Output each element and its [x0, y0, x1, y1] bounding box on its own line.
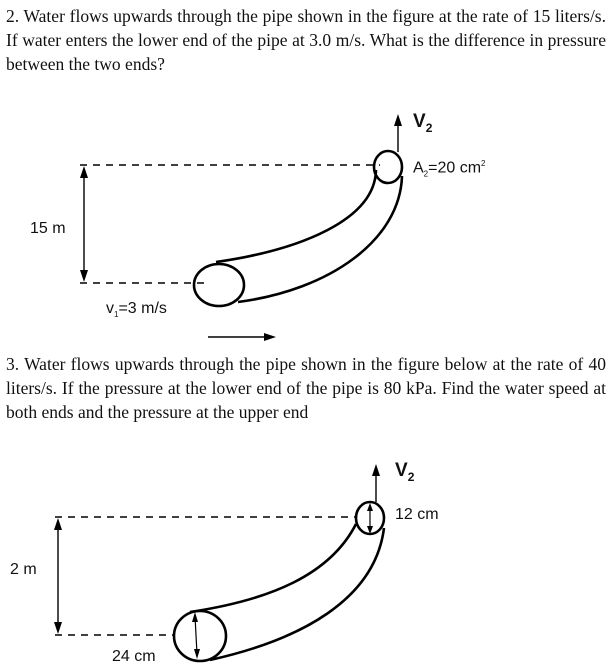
- v2-label-2: $V_2$: [395, 460, 415, 484]
- height-label-15m: 15 m: [30, 220, 66, 237]
- v2-arrowhead-2: [372, 464, 380, 476]
- problem-2-text: 2. Water flows upwards through the pipe shown in the figure at the rate of 15 liters/s. If water enters the lower end of the pipe at 3.0 m/s. What is the difference in pressure between the two ends?: [6, 6, 606, 74]
- height-label-2m: 2 m: [10, 561, 37, 578]
- lower-diameter-label: 24 cm: [112, 648, 156, 665]
- height-arrowhead-down-2: [54, 622, 62, 634]
- height-arrowhead-up-2: [54, 518, 62, 530]
- lower-pipe-opening-2: [174, 611, 226, 661]
- v2-label: $V_2$: [413, 111, 433, 135]
- v1-label: $v_1=3$ m/s: [106, 300, 167, 320]
- problem-3-text: 3. Water flows upwards through the pipe shown in the figure below at the rate of 40 liters/s. If the pressure at the lower end of the pipe is 80 kPa. Find the water speed at both ends and the pressure at the upper end: [6, 354, 606, 422]
- upper-diameter-label: 12 cm: [395, 506, 439, 523]
- pipe-inner-wall-2: [190, 524, 356, 612]
- pipe-outer-wall-2: [210, 528, 384, 660]
- a2-area-label: $A_2=20$ $cm^2$: [413, 159, 486, 179]
